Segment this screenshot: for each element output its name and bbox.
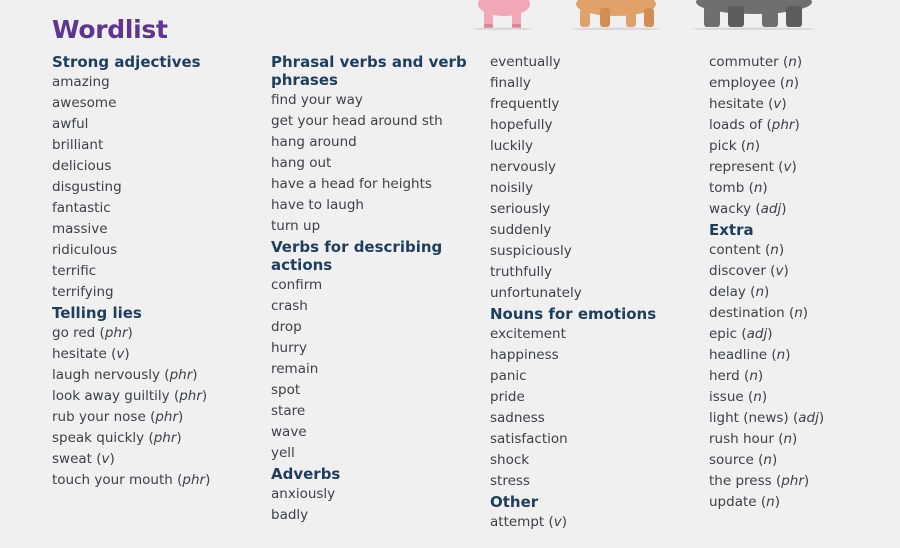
word-text: have to laugh bbox=[271, 197, 364, 213]
word-entry bbox=[490, 178, 695, 199]
word-entry bbox=[490, 283, 695, 304]
word-entry bbox=[490, 157, 695, 178]
word-text: finally bbox=[490, 75, 531, 91]
word-list bbox=[490, 512, 695, 533]
word-entry bbox=[52, 282, 257, 303]
part-of-speech: phr bbox=[781, 473, 804, 489]
word-text: hang out bbox=[271, 155, 332, 171]
word-entry: discover (v) bbox=[709, 263, 789, 279]
word-entry bbox=[271, 216, 476, 237]
word-text: frequently bbox=[490, 96, 560, 112]
word-entry bbox=[271, 153, 476, 174]
word-text: badly bbox=[271, 507, 309, 523]
word-text: rush hour bbox=[709, 431, 774, 447]
word-entry bbox=[52, 72, 257, 93]
wordlist-section bbox=[271, 237, 476, 464]
word-text: issue bbox=[709, 389, 744, 405]
part-of-speech: n bbox=[753, 389, 762, 405]
word-text: commuter bbox=[709, 54, 779, 70]
elephant-illustration bbox=[690, 0, 820, 30]
word-entry bbox=[490, 366, 695, 387]
word-entry bbox=[271, 443, 476, 464]
word-text: hesitate bbox=[52, 346, 107, 362]
word-entry bbox=[490, 450, 695, 471]
word-entry bbox=[490, 429, 695, 450]
wordlist-section bbox=[490, 304, 695, 492]
word-entry bbox=[490, 241, 695, 262]
word-entry bbox=[52, 135, 257, 156]
section-heading bbox=[271, 237, 476, 275]
word-text: light (news) bbox=[709, 410, 789, 426]
word-entry: attempt (v) bbox=[490, 514, 568, 530]
word-list bbox=[52, 323, 257, 491]
section-heading: Telling lies bbox=[52, 304, 142, 322]
word-entry bbox=[271, 296, 476, 317]
word-entry bbox=[490, 220, 695, 241]
word-text: go red bbox=[52, 325, 96, 341]
word-entry bbox=[271, 90, 476, 111]
word-text: speak quickly bbox=[52, 430, 145, 446]
part-of-speech: n bbox=[776, 347, 786, 363]
word-text: panic bbox=[490, 368, 527, 384]
word-list bbox=[271, 275, 476, 464]
word-text: stare bbox=[271, 403, 306, 419]
word-text: shock bbox=[490, 452, 530, 468]
part-of-speech: phr bbox=[153, 430, 177, 446]
word-entry bbox=[490, 408, 695, 429]
word-text: truthfully bbox=[490, 264, 553, 280]
word-text: terrific bbox=[52, 263, 97, 279]
word-text: represent bbox=[709, 159, 774, 175]
word-text: anxiously bbox=[271, 486, 336, 502]
part-of-speech: v bbox=[101, 451, 110, 467]
word-entry bbox=[52, 261, 257, 282]
word-entry bbox=[52, 114, 257, 135]
wordlist-section bbox=[52, 303, 257, 491]
part-of-speech: v bbox=[783, 159, 792, 175]
word-entry: pick (n) bbox=[709, 138, 760, 154]
word-text: sadness bbox=[490, 410, 545, 426]
section-heading: Adverbs bbox=[271, 465, 341, 483]
wordlist-column bbox=[271, 52, 476, 526]
word-entry: loads of (phr) bbox=[709, 117, 800, 133]
wordlist-section bbox=[271, 52, 476, 237]
section-heading: Extra bbox=[709, 221, 754, 239]
word-text: turn up bbox=[271, 218, 321, 234]
word-list bbox=[271, 90, 476, 237]
word-text: herd bbox=[709, 368, 740, 384]
word-text: terrifying bbox=[52, 284, 114, 300]
word-entry bbox=[490, 387, 695, 408]
word-text: find your way bbox=[271, 92, 363, 108]
word-text: suddenly bbox=[490, 222, 552, 238]
word-entry bbox=[490, 262, 695, 283]
word-entry bbox=[490, 52, 695, 73]
section-heading-line: actions bbox=[271, 256, 333, 274]
wordlist-section bbox=[490, 52, 695, 304]
word-entry: laugh nervously (phr) bbox=[52, 367, 198, 383]
word-entry bbox=[52, 219, 257, 240]
word-text: suspiciously bbox=[490, 243, 572, 259]
word-text: eventually bbox=[490, 54, 561, 70]
part-of-speech: n bbox=[753, 180, 763, 196]
word-entry bbox=[52, 177, 257, 198]
word-text: content bbox=[709, 242, 761, 258]
word-text: delicious bbox=[52, 158, 112, 174]
word-text: the press bbox=[709, 473, 772, 489]
wordlist-column bbox=[490, 52, 695, 533]
word-entry bbox=[271, 380, 476, 401]
part-of-speech: phr bbox=[182, 472, 206, 488]
word-text: crash bbox=[271, 298, 308, 314]
part-of-speech: n bbox=[766, 494, 775, 510]
part-of-speech: adj bbox=[760, 201, 782, 217]
word-text: tomb bbox=[709, 180, 745, 196]
section-heading: Strong adjectives bbox=[52, 53, 201, 71]
wordlist-column bbox=[709, 52, 900, 513]
part-of-speech: n bbox=[770, 242, 779, 258]
word-text: headline bbox=[709, 347, 768, 363]
word-entry bbox=[271, 338, 476, 359]
word-entry bbox=[271, 422, 476, 443]
word-text: wacky bbox=[709, 201, 752, 217]
word-text: happiness bbox=[490, 347, 559, 363]
word-text: stress bbox=[490, 473, 530, 489]
word-entry: go red (phr) bbox=[52, 325, 133, 341]
wordlist-section bbox=[52, 52, 257, 303]
word-list bbox=[709, 52, 900, 220]
word-entry bbox=[52, 93, 257, 114]
word-entry: epic (adj) bbox=[709, 326, 773, 342]
word-entry bbox=[271, 195, 476, 216]
word-text: delay bbox=[709, 284, 746, 300]
word-list bbox=[709, 240, 900, 513]
word-entry: source (n) bbox=[709, 452, 778, 468]
word-entry bbox=[271, 359, 476, 380]
word-text: attempt bbox=[490, 514, 545, 530]
word-text: brilliant bbox=[52, 137, 104, 153]
section-heading-line: Verbs for describing bbox=[271, 238, 443, 256]
word-entry bbox=[271, 505, 476, 526]
word-text: sweat bbox=[52, 451, 92, 467]
word-entry bbox=[490, 324, 695, 345]
word-text: source bbox=[709, 452, 754, 468]
word-entry: light (news) (adj) bbox=[709, 410, 825, 426]
word-text: employee bbox=[709, 75, 776, 91]
word-entry bbox=[271, 275, 476, 296]
word-entry: issue (n) bbox=[709, 389, 768, 405]
word-entry bbox=[490, 471, 695, 492]
word-text: drop bbox=[271, 319, 302, 335]
word-entry: touch your mouth (phr) bbox=[52, 472, 211, 488]
wordlist-section bbox=[490, 492, 695, 533]
word-text: massive bbox=[52, 221, 108, 237]
word-text: yell bbox=[271, 445, 295, 461]
word-text: ridiculous bbox=[52, 242, 118, 258]
part-of-speech: v bbox=[553, 514, 562, 530]
word-entry bbox=[490, 115, 695, 136]
word-entry bbox=[490, 136, 695, 157]
word-list bbox=[490, 324, 695, 492]
word-text: spot bbox=[271, 382, 301, 398]
word-list bbox=[52, 72, 257, 303]
word-text: awesome bbox=[52, 95, 117, 111]
section-heading-line: phrases bbox=[271, 71, 338, 89]
word-entry: update (n) bbox=[709, 494, 780, 510]
pig-illustration bbox=[474, 0, 544, 30]
part-of-speech: n bbox=[785, 75, 794, 91]
part-of-speech: phr bbox=[169, 367, 193, 383]
word-entry: wacky (adj) bbox=[709, 201, 787, 217]
word-text: loads of bbox=[709, 117, 763, 133]
word-entry: hesitate (v) bbox=[52, 346, 130, 362]
word-text: touch your mouth bbox=[52, 472, 173, 488]
word-text: awful bbox=[52, 116, 89, 132]
word-text: confirm bbox=[271, 277, 323, 293]
part-of-speech: n bbox=[755, 284, 765, 300]
word-entry bbox=[490, 345, 695, 366]
word-entry: sweat (v) bbox=[52, 451, 115, 467]
word-entry: speak quickly (phr) bbox=[52, 430, 182, 446]
section-heading-line: Phrasal verbs and verb bbox=[271, 53, 467, 71]
word-text: destination bbox=[709, 305, 785, 321]
word-entry bbox=[271, 174, 476, 195]
page-title: Wordlist bbox=[52, 15, 168, 44]
wordlist-section bbox=[709, 220, 900, 513]
word-entry: destination (n) bbox=[709, 305, 809, 321]
word-entry: content (n) bbox=[709, 242, 785, 258]
part-of-speech: phr bbox=[771, 117, 795, 133]
part-of-speech: n bbox=[783, 431, 793, 447]
word-entry bbox=[271, 111, 476, 132]
word-entry bbox=[271, 132, 476, 153]
word-text: rub your nose bbox=[52, 409, 146, 425]
word-text: remain bbox=[271, 361, 319, 377]
word-text: look away guiltily bbox=[52, 388, 170, 404]
part-of-speech: v bbox=[116, 346, 125, 362]
section-heading: Nouns for emotions bbox=[490, 305, 657, 323]
word-text: update bbox=[709, 494, 757, 510]
word-entry bbox=[490, 73, 695, 94]
part-of-speech: adj bbox=[798, 410, 819, 426]
word-entry bbox=[490, 199, 695, 220]
word-text: hang around bbox=[271, 134, 357, 150]
word-text: have a head for heights bbox=[271, 176, 432, 192]
part-of-speech: n bbox=[794, 305, 803, 321]
word-entry bbox=[52, 198, 257, 219]
word-text: get your head around sth bbox=[271, 113, 443, 129]
part-of-speech: n bbox=[746, 138, 755, 154]
word-text: unfortunately bbox=[490, 285, 582, 301]
wordlist-column bbox=[52, 52, 257, 491]
word-text: pick bbox=[709, 138, 737, 154]
part-of-speech: phr bbox=[179, 388, 202, 404]
word-entry: tomb (n) bbox=[709, 180, 768, 196]
wordlist-section bbox=[271, 464, 476, 526]
word-entry: employee (n) bbox=[709, 75, 800, 91]
word-text: amazing bbox=[52, 74, 110, 90]
word-text: epic bbox=[709, 326, 738, 342]
word-entry: rub your nose (phr) bbox=[52, 409, 184, 425]
word-text: nervously bbox=[490, 159, 556, 175]
word-text: luckily bbox=[490, 138, 534, 154]
part-of-speech: v bbox=[775, 263, 784, 279]
word-text: discover bbox=[709, 263, 766, 279]
word-text: fantastic bbox=[52, 200, 111, 216]
word-text: hurry bbox=[271, 340, 307, 356]
word-text: wave bbox=[271, 424, 307, 440]
part-of-speech: phr bbox=[155, 409, 179, 425]
word-entry: hesitate (v) bbox=[709, 96, 787, 112]
word-entry: represent (v) bbox=[709, 159, 797, 175]
dog-illustration bbox=[570, 0, 662, 30]
word-text: hesitate bbox=[709, 96, 764, 112]
word-entry: the press (phr) bbox=[709, 473, 810, 489]
word-entry: look away guiltily (phr) bbox=[52, 388, 208, 404]
word-list bbox=[490, 52, 695, 304]
part-of-speech: v bbox=[773, 96, 782, 112]
word-entry bbox=[271, 484, 476, 505]
wordlist-section bbox=[709, 52, 900, 220]
part-of-speech: adj bbox=[746, 326, 768, 342]
word-entry bbox=[271, 317, 476, 338]
section-heading bbox=[271, 52, 476, 90]
word-text: satisfaction bbox=[490, 431, 568, 447]
word-entry: delay (n) bbox=[709, 284, 770, 300]
word-entry: commuter (n) bbox=[709, 54, 803, 70]
word-text: hopefully bbox=[490, 117, 553, 133]
word-entry: herd (n) bbox=[709, 368, 764, 384]
word-entry bbox=[52, 240, 257, 261]
word-text: laugh nervously bbox=[52, 367, 160, 383]
part-of-speech: phr bbox=[104, 325, 128, 341]
word-entry: rush hour (n) bbox=[709, 431, 798, 447]
section-heading: Other bbox=[490, 493, 539, 511]
part-of-speech: n bbox=[749, 368, 758, 384]
word-text: noisily bbox=[490, 180, 534, 196]
word-text: excitement bbox=[490, 326, 566, 342]
word-text: disgusting bbox=[52, 179, 122, 195]
word-entry bbox=[271, 401, 476, 422]
part-of-speech: n bbox=[763, 452, 772, 468]
word-entry bbox=[52, 156, 257, 177]
word-text: seriously bbox=[490, 201, 551, 217]
word-text: pride bbox=[490, 389, 525, 405]
word-entry: headline (n) bbox=[709, 347, 791, 363]
part-of-speech: n bbox=[788, 54, 797, 70]
word-entry bbox=[490, 94, 695, 115]
word-list bbox=[271, 484, 476, 526]
